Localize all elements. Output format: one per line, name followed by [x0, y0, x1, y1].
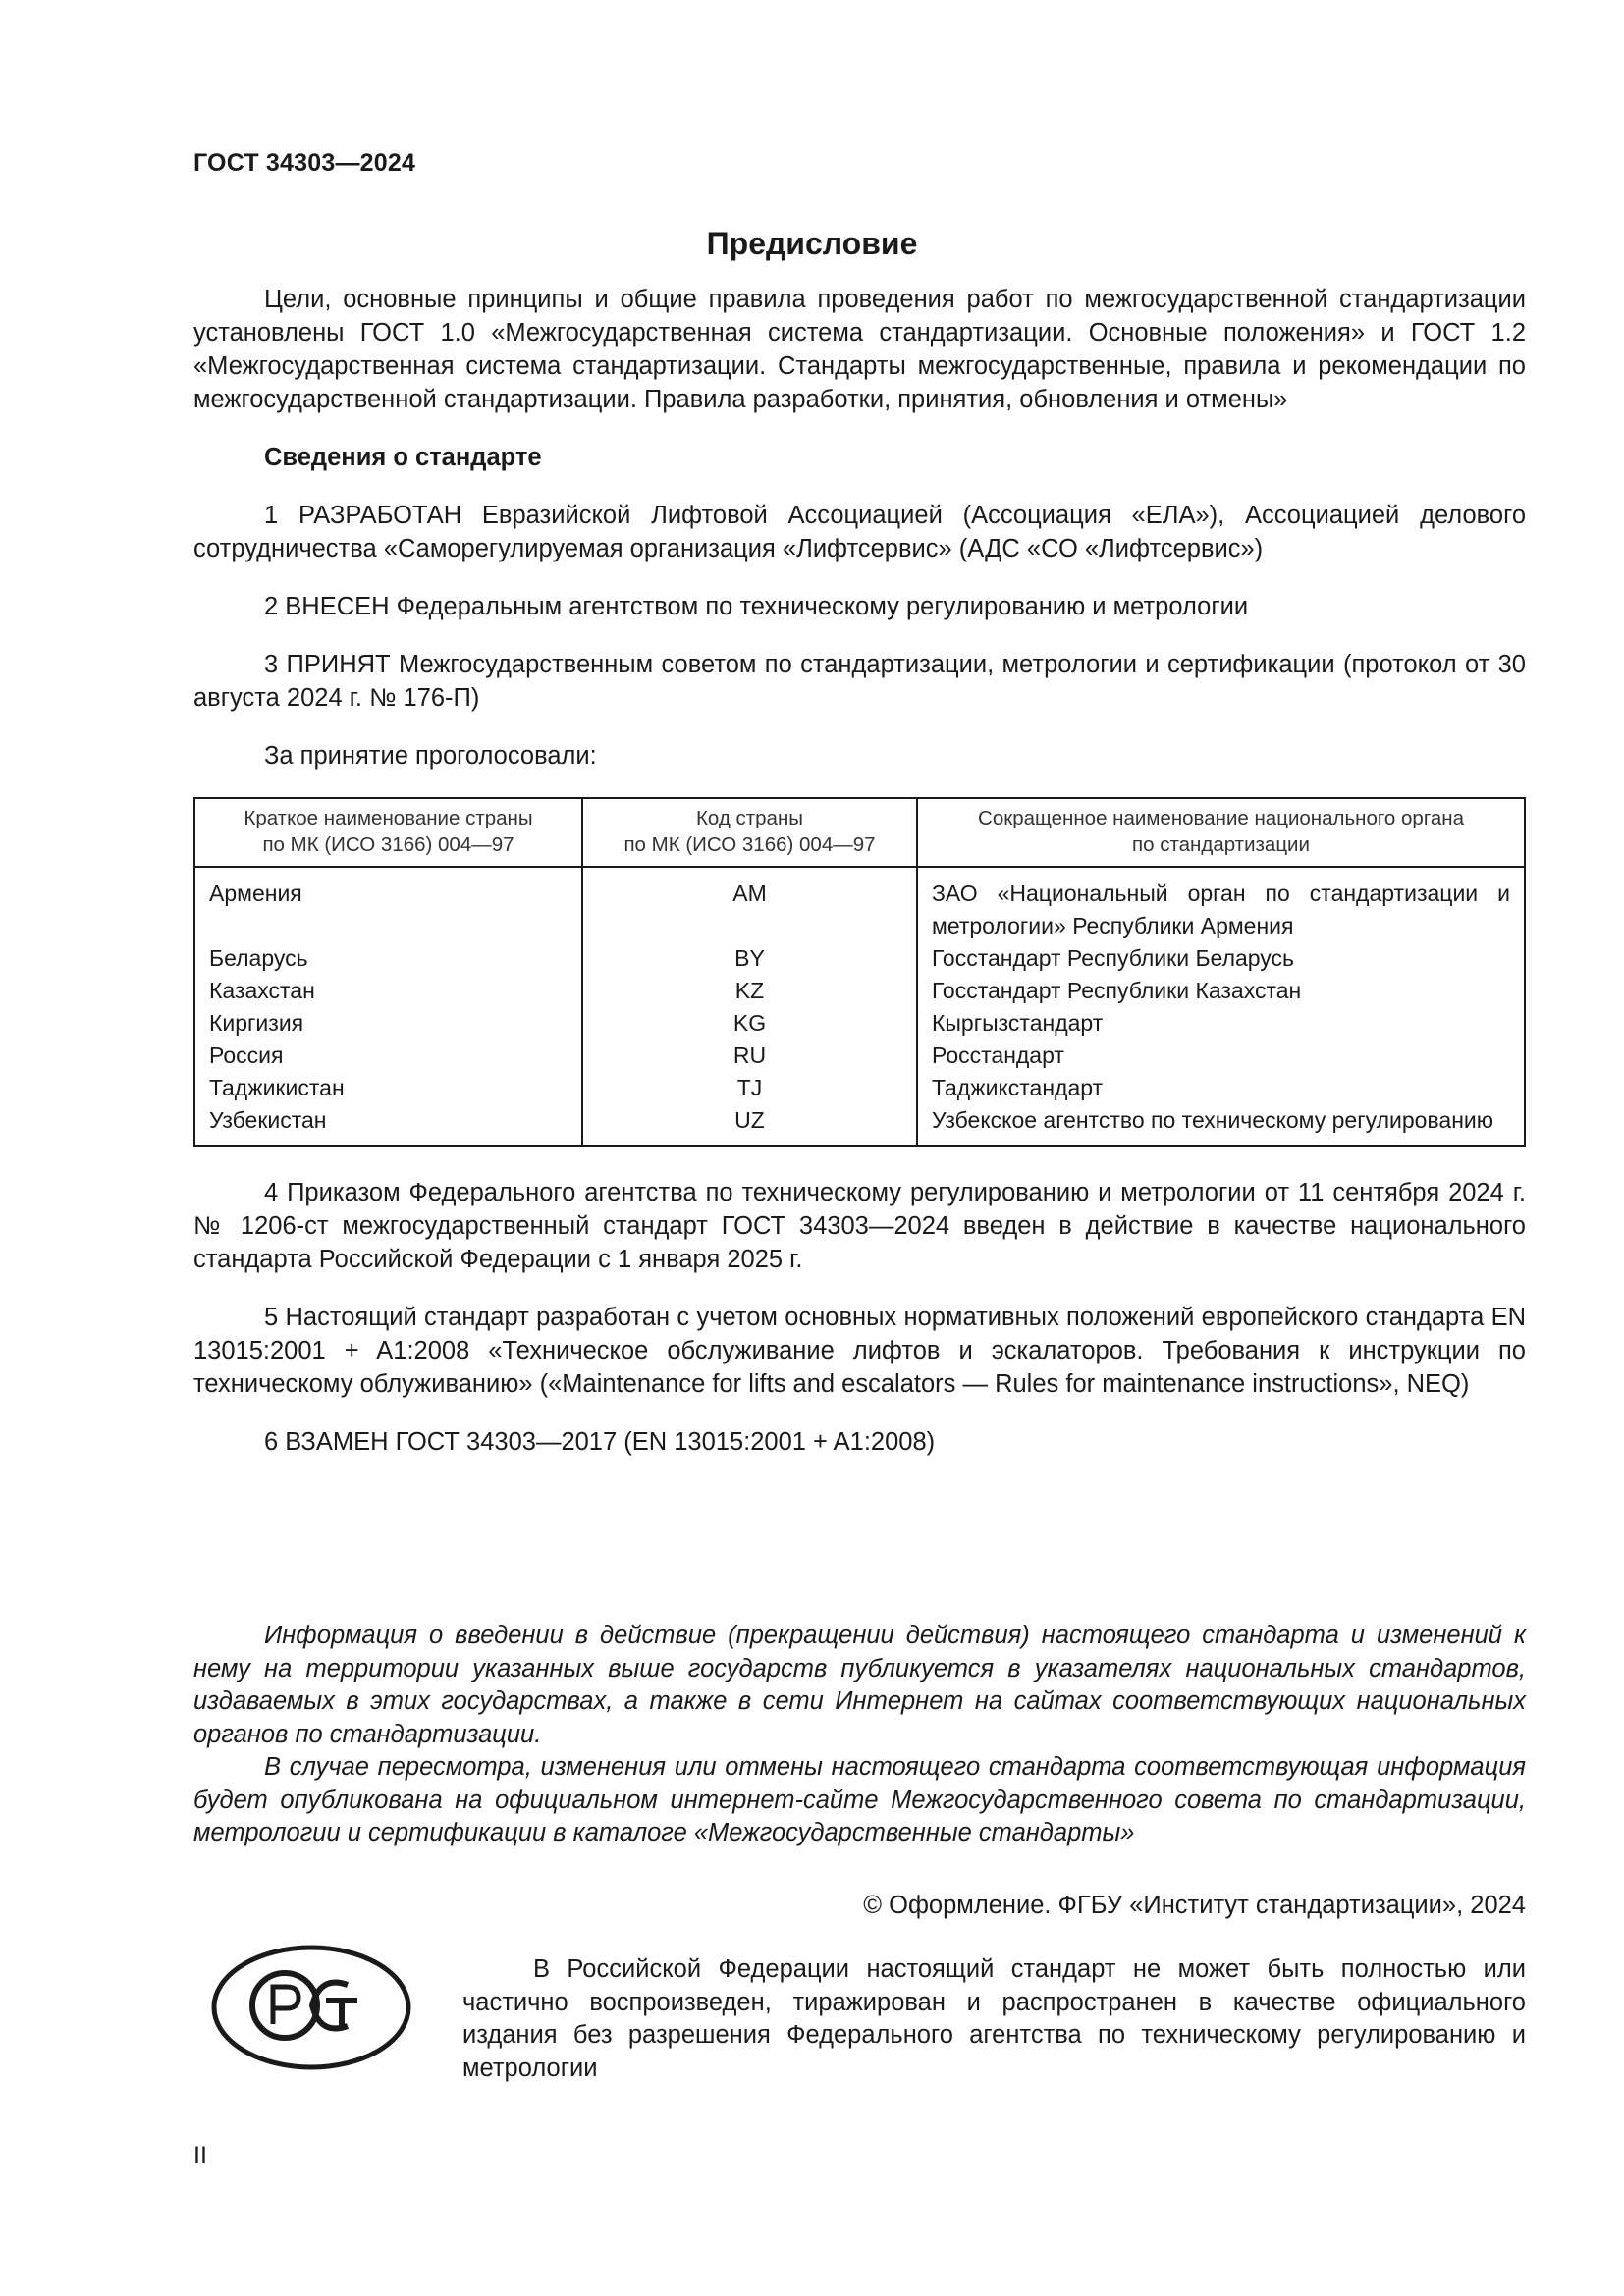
code-cell: AM	[582, 867, 917, 942]
publication-info	[193, 1620, 1526, 1850]
table-header-row	[194, 798, 1525, 867]
org-cell: ЗАО «Национальный орган по стандартизации и метрологии» Республики Армения	[917, 867, 1525, 942]
standard-code-header: ГОСТ 34303—2024	[193, 149, 416, 177]
preface-content	[193, 283, 1526, 1459]
info-paragraph-2: В случае пересмотра, изменения или отмены настоящего стандарта соответствующая информация будет опубликована на официальном интернет-сайте Межгосударственного совета по стандартизации, метрологии и сертификации в каталоге «Межгосударственные стандарты»	[193, 1753, 1526, 1846]
org-cell: Узбекское агентство по техническому регулированию	[917, 1104, 1525, 1146]
info-paragraph-1: Информация о введении в действие (прекращении действия) настоящего стандарта и изменений к нему на территории указанных выше государств публикуется в указателях национальных стандартов, издаваемых в этих государствах, а также в сети Интернет на сайтах соответствующих национальных органов по стандартизации.	[193, 1622, 1526, 1748]
code-cell: KG	[582, 1007, 917, 1040]
pct-certification-logo	[210, 1944, 412, 2071]
org-cell: Госстандарт Республики Казахстан	[917, 975, 1525, 1007]
intro-paragraph: Цели, основные принципы и общие правила проведения работ по межгосударственной стандартизации установлены ГОСТ 1.0 «Межгосударственная система стандартизации. Основные положения» и ГОСТ 1.2 «Межгосударственная система стандартизации. Стандарты межгосударственные, правила и рекомендации по межгосударственной стандартизации. Правила разработки, принятия, обновления и отмены»	[193, 286, 1526, 413]
country-cell: Таджикистан	[194, 1072, 582, 1104]
country-cell: Армения	[194, 867, 582, 942]
about-standard-heading: Сведения о стандарте	[264, 444, 542, 471]
country-cell: Узбекистан	[194, 1104, 582, 1146]
code-cell: TJ	[582, 1072, 917, 1104]
table-row	[194, 867, 1525, 942]
page-title: Предисловие	[706, 226, 918, 261]
voted-label: За принятие проголосовали:	[264, 742, 597, 770]
copyright-line: © Оформление. ФГБУ «Институт стандартизации», 2024	[863, 1892, 1526, 1919]
code-cell: KZ	[582, 975, 917, 1007]
country-cell: Беларусь	[194, 942, 582, 975]
voting-table	[193, 797, 1526, 1147]
table-row	[194, 975, 1525, 1007]
item-replaces: 6 ВЗАМЕН ГОСТ 34303—2017 (EN 13015:2001 + A1:2008)	[264, 1428, 936, 1456]
country-cell: Казахстан	[194, 975, 582, 1007]
page-number: II	[193, 2142, 207, 2169]
header-code: Код страны по МК (ИСО 3166) 004—97	[582, 798, 917, 867]
org-cell: Госстандарт Республики Беларусь	[917, 942, 1525, 975]
item-adopted: 3 ПРИНЯТ Межгосударственным советом по стандартизации, метрологии и сертификации (протокол от 30 августа 2024 г. № 176-П)	[193, 651, 1526, 712]
item-order: 4 Приказом Федерального агентства по техническому регулированию и метрологии от 11 сентября 2024 г. № 1206-ст межгосударственный стандарт ГОСТ 34303—2024 введен в действие в качестве национального стандарта Российской Федерации с 1 января 2025 г.	[193, 1179, 1526, 1273]
item-introduced: 2 ВНЕСЕН Федеральным агентством по техническому регулированию и метрологии	[264, 593, 1249, 620]
item-developed: 1 РАЗРАБОТАН Евразийской Лифтовой Ассоциацией (Ассоциация «ЕЛА»), Ассоциацией делового сотрудничества «Саморегулируемая организация «Лифтсервис» (АДС «СО «Лифтсервис»)	[193, 502, 1526, 562]
item-basis: 5 Настоящий стандарт разработан с учетом основных нормативных положений европейского стандарта EN 13015:2001 + A1:2008 «Техническое обслуживание лифтов и эскалаторов. Требования к инструкции по техническому облуживанию» («Maintenance for lifts and escalators — Rules for maintenance instructions», NEQ)	[193, 1304, 1526, 1398]
code-cell: BY	[582, 942, 917, 975]
table-row	[194, 1072, 1525, 1104]
copyright-notice: В Российской Федерации настоящий стандарт не может быть полностью или частично воспроизведен, тиражирован и распространен в качестве официального издания без разрешения Федерального агентства по техническому регулированию и метрологии	[462, 1955, 1526, 2082]
table-row	[194, 1040, 1525, 1072]
header-country: Краткое наименование страны по МК (ИСО 3166) 004—97	[194, 798, 582, 867]
org-cell: Кыргызстандарт	[917, 1007, 1525, 1040]
table-row	[194, 1104, 1525, 1146]
header-organization: Сокращенное наименование национального органа по стандартизации	[917, 798, 1525, 867]
table-row	[194, 1007, 1525, 1040]
org-cell: Росстандарт	[917, 1040, 1525, 1072]
table-row	[194, 942, 1525, 975]
country-cell: Россия	[194, 1040, 582, 1072]
org-cell: Таджикстандарт	[917, 1072, 1525, 1104]
code-cell: UZ	[582, 1104, 917, 1146]
country-cell: Киргизия	[194, 1007, 582, 1040]
code-cell: RU	[582, 1040, 917, 1072]
